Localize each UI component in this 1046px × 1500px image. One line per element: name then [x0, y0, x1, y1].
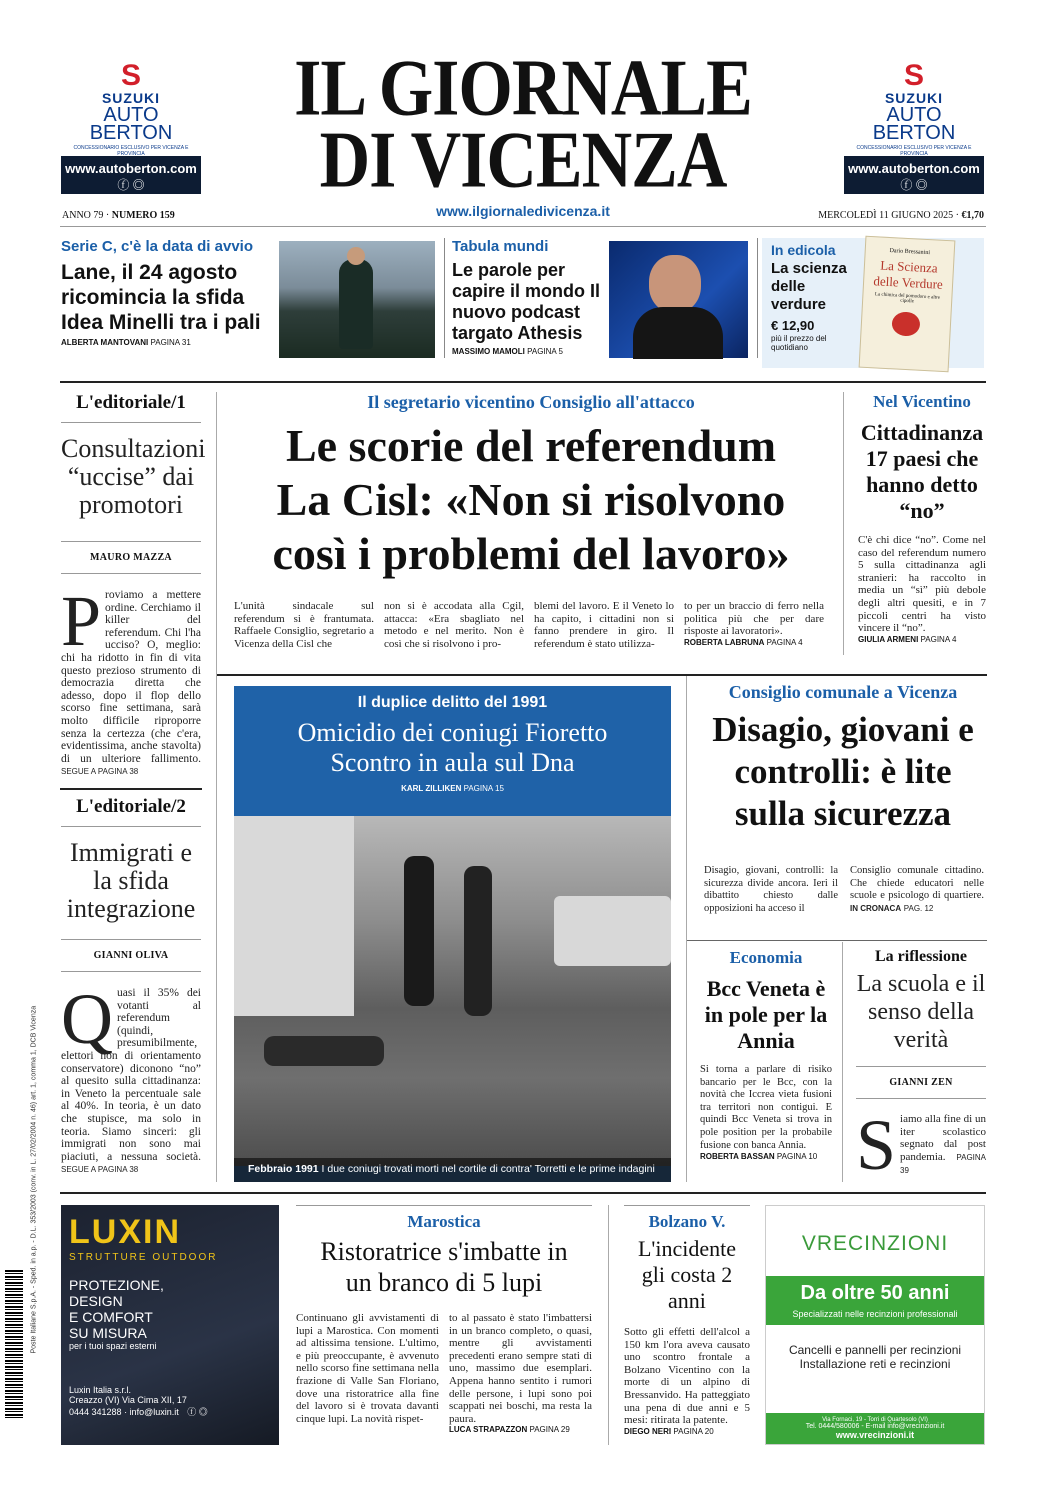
social-icons: ⓕ ◎ — [117, 178, 145, 192]
teaser-kicker: Serie C, c'è la data di avvio — [61, 238, 253, 255]
tomato-icon — [891, 311, 920, 336]
omicidio-kicker: Il duplice delitto del 1991 — [357, 694, 548, 711]
ad-name1: AUTO — [103, 104, 159, 126]
teaser-byline — [452, 347, 607, 356]
marostica-title: Ristoratrice s'imbatte in un branco di 5 lupi — [320, 1237, 568, 1297]
editoriale-body: uasi il 35% dei votanti al referendum (quindi, presumibilmente, elettori non di orientamento conservatore) diconono “no” al quesito sulla cittadinanza: in Veneto la percentuale sale al 40%. In teoria, è un dato che stupisce, ma solo in teoria. Siamo sinceri: gli immigrati non sono mai piaciuti, a nessuna società. — [61, 987, 201, 1163]
teaser-tabula-mundi[interactable] — [452, 238, 607, 356]
issue-date-text: MERCOLEDÌ 11 GIUGNO 2025 — [818, 210, 954, 221]
caption-text: I due coniugi trovati morti nel cortile di contra' Torretti e le prime indagini — [321, 1163, 655, 1175]
editoriale-1[interactable] — [61, 392, 206, 779]
consiglio-ref: IN CRONACA — [850, 903, 902, 913]
teaser-in-edicola[interactable] — [762, 238, 984, 368]
main-headline-1: Le scorie del referendum — [285, 420, 777, 471]
goalkeeper-photo — [279, 241, 435, 358]
dropcap: S — [856, 1105, 897, 1185]
issue-info: ANNO 79 · NUMERO 159 — [62, 210, 175, 221]
main-col-4: to per un braccio di ferro nella politica più che per dare risposte ai lavoratori». — [684, 600, 824, 638]
omicidio-byline — [234, 784, 671, 793]
issue-numero: NUMERO 159 — [111, 210, 175, 221]
luxin-sub: STRUTTURE OUTDOOR — [69, 1252, 218, 1263]
social-icons: ⓕ ◎ — [900, 178, 928, 192]
economia-title: Bcc Veneta è in pole per la Annia — [704, 976, 828, 1053]
riflessione-title: La scuola e il senso della verità — [856, 971, 986, 1053]
crime-scene-photo — [234, 816, 671, 1166]
economia-kicker: Economia — [729, 948, 803, 967]
economia-page: PAGINA 10 — [776, 1152, 818, 1162]
issue-date: MERCOLEDÌ 11 GIUGNO 2025 · €1,70 — [818, 210, 984, 221]
luxin-line5: per i tuoi spazi esterni — [69, 1341, 157, 1351]
teaser-page: PAGINA 5 — [527, 347, 563, 356]
riflessione-body: iamo alla fine di un iter scolastico segnato dal post pandemia. — [900, 1113, 986, 1163]
omicidio-headline-2: Scontro in aula sul Dna — [330, 748, 575, 777]
consiglio-col-1: Disagio, giovani, controlli: la sicurezza divide ancora. Ieri il dibattito chiesto dalle opposizioni ha acceso il — [704, 865, 838, 914]
vrecinzioni-line1: Da oltre 50 anni — [800, 1282, 950, 1304]
bolzano-title: L'incidente gli costa 2 anni — [637, 1236, 737, 1313]
masthead-line2: DI VICENZA — [319, 116, 727, 205]
book-cover — [859, 236, 956, 373]
vicentino-title: Cittadinanza 17 paesi che hanno detto “no” — [860, 420, 984, 523]
ad-autoberton-left[interactable] — [61, 56, 201, 194]
consiglio-col-2: Consiglio comunale cittadino. Che chiede educatori nelle scuole e psicologo di quartiere. — [850, 865, 984, 902]
editoriale-author: MAURO MAZZA — [90, 552, 172, 563]
main-col-3: blemi del lavoro. E il Veneto lo ha capito, i cittadini non si fanno prendere in giro. Il referendum è stato utilizza- — [534, 600, 674, 650]
ad-name2: BERTON — [89, 122, 173, 144]
vicentino-page: PAGINA 4 — [920, 634, 957, 644]
luxin-line4: SU MISURA — [69, 1325, 147, 1341]
teaser-author: MASSIMO MAMOLI — [452, 347, 525, 356]
luxin-line1: PROTEZIONE, — [69, 1277, 164, 1293]
story-riflessione[interactable] — [856, 948, 986, 1185]
main-author: ROBERTA LABRUNA — [684, 637, 765, 647]
masthead-url[interactable]: www.ilgiornaledivicenza.it — [436, 203, 610, 219]
story-vicentino[interactable] — [858, 392, 986, 644]
vicentino-author: GIULIA ARMENI — [858, 634, 919, 644]
barcode-icon — [5, 1270, 23, 1420]
ad-autoberton-right[interactable] — [844, 56, 984, 194]
ad-concession: CONCESSIONARIO ESCLUSIVO PER VICENZA E PROVINCIA — [856, 145, 972, 157]
book-author: Dario Bressanini — [889, 248, 931, 257]
editoriale-label: L'editoriale/2 — [76, 796, 186, 817]
story-marostica[interactable] — [296, 1205, 592, 1434]
bolzano-author: DIEGO NERI — [624, 1426, 672, 1436]
editoriale-more[interactable]: SEGUE A PAGINA 38 — [61, 1165, 139, 1175]
ad-vrecinzioni[interactable] — [765, 1205, 985, 1445]
masthead-line1: IL GIORNALE — [294, 44, 752, 133]
main-kicker: Il segretario vicentino Consiglio all'attacco — [367, 392, 695, 412]
suzuki-logo-icon: S — [903, 59, 924, 92]
story-consiglio[interactable] — [700, 682, 986, 835]
vrecinzioni-line4: Installazione reti e recinzioni — [799, 1357, 951, 1371]
caption-bold: Febbraio 1991 — [248, 1163, 319, 1175]
bolzano-text: Sotto gli effetti dell'alcol a 150 km l'ora aveva causato uno scontro frontale a Bolzano Vicentino con la morte di un alpino di Bressanvido. Ha patteggiato una pena di due anni e 5 mesi: ritirata la patente. — [624, 1326, 750, 1427]
issue-price: €1,70 — [961, 210, 984, 221]
omicidio-feature[interactable] — [234, 686, 671, 1182]
teaser-title: Lane, il 24 agosto ricomincia la sfida Idea Minelli tra i pali — [61, 261, 261, 334]
economia-author: ROBERTA BASSAN — [700, 1152, 775, 1162]
main-page: PAGINA 4 — [766, 637, 803, 647]
marostica-col-2: to al passato è stato l'imbattersi in un branco completo, o quasi, mentre gli avvistamenti precedenti erano sempre stati di uno, massimo due esemplari. Appena hanno sentito i rumori delle persone, i lupi sono poi scappati nei boschi, ma resta la paura. — [449, 1312, 592, 1425]
vrecinzioni-logo: VRECINZIONI — [801, 1232, 949, 1255]
teaser-kicker: In edicola — [771, 242, 836, 258]
omicidio-page: PAGINA 15 — [463, 784, 504, 793]
consiglio-kicker: Consiglio comunale a Vicenza — [728, 682, 958, 702]
riflessione-author: GIANNI ZEN — [889, 1077, 953, 1088]
marostica-author: LUCA STRAPAZZON — [449, 1425, 528, 1435]
main-col-1: L'unità sindacale sul referendum si è frantumata. Raffaele Consiglio, segretario a Vicenza della Cisl che — [234, 600, 374, 650]
luxin-mail: info@luxin.it — [129, 1407, 179, 1417]
dropcap: P — [61, 581, 102, 661]
vicentino-kicker: Nel Vicentino — [873, 392, 971, 411]
editoriale-title: Consultazioni “uccise” dai promotori — [61, 434, 206, 519]
editoriale-text — [61, 979, 201, 1177]
teaser-title: La scienza delle verdure — [771, 260, 847, 313]
teaser-note: più il prezzo del quotidiano — [771, 334, 827, 352]
teaser-title: Le parole per capire il mondo Il nuovo podcast targato Athesis — [452, 260, 601, 343]
main-story[interactable] — [228, 392, 834, 581]
editoriale-text — [61, 581, 201, 779]
editoriale-author: GIANNI OLIVA — [93, 950, 169, 961]
teaser-kicker: Tabula mundi — [452, 238, 549, 255]
luxin-phone: 0444 341288 — [69, 1407, 122, 1417]
dropcap: Q — [61, 979, 113, 1059]
editoriale-title: Immigrati e la sfida integrazione — [66, 838, 196, 923]
book-subtitle: La chimica del pomodoro e altre cipolle — [874, 292, 941, 305]
editoriale-body: roviamo a mettere ordine. Cerchiamo il killer del referendum. Chi l'ha ucciso? O, meglio: chi ha ridotto in fin di vita questo prezioso strumento di democrazia diretta che adesso, dopo il flop dello scorso fine settimana, sarà molto difficile riproporre senza la certezza (che c'era, evidentissima, anche stavolta) di un ulteriore fallimento. — [61, 589, 201, 765]
ad-concession: CONCESSIONARIO ESCLUSIVO PER VICENZA E PROVINCIA — [73, 145, 189, 157]
teaser-price: € 12,90 — [771, 318, 815, 333]
podcast-host-photo — [609, 241, 748, 358]
luxin-line2: DESIGN — [69, 1293, 123, 1309]
luxin-line3: E COMFORT — [69, 1309, 153, 1325]
luxin-logo: LUXIN — [69, 1213, 181, 1251]
teaser-author: ALBERTA MANTOVANI — [61, 338, 149, 347]
marostica-columns — [296, 1312, 592, 1434]
luxin-company: Luxin Italia s.r.l. — [69, 1385, 132, 1395]
consiglio-title: Disagio, giovani e controlli: è lite sulla sicurezza — [712, 710, 974, 833]
main-headline-2: La Cisl: «Non si risolvono — [276, 474, 786, 525]
economia-text: Si torna a parlare di risiko bancario per le Bcc, con la novità che Iccrea vieta fusioni tra territori non contigui. E quindi Bcc Veneta si trova in pole position per la probabile fusione con banca Annia. — [700, 1064, 832, 1151]
vicentino-text: C'è chi dice “no”. Come nel caso del referendum numero 5 sulla cittadinanza agli stranieri: ha raccolto in media un “sì” più debole degli altri quesiti, e in 7 piccoli centri ha visto vincere il “no”. — [858, 534, 986, 635]
editoriale-2[interactable] — [61, 796, 201, 1177]
editoriale-more[interactable]: SEGUE A PAGINA 38 — [61, 767, 139, 777]
story-economia[interactable] — [700, 948, 832, 1161]
vrecinzioni-tel: Tel. 0444/580006 - E-mail info@vrecinzioni.it — [805, 1423, 945, 1430]
masthead — [250, 44, 796, 205]
social-icons: ⓕ ◎ — [187, 1407, 208, 1417]
vrecinzioni-line3: Cancelli e pannelli per recinzioni — [788, 1343, 962, 1357]
omicidio-caption — [234, 1158, 671, 1182]
riflessione-kicker: La riflessione — [875, 948, 967, 965]
editoriale-label: L'editoriale/1 — [76, 392, 186, 413]
teaser-serie-c[interactable] — [61, 238, 271, 347]
ad-brand: SUZUKI — [101, 90, 161, 106]
book-title2: delle Verdure — [873, 273, 944, 292]
luxin-addr: Creazzo (VI) Via Cima XII, 17 — [69, 1395, 187, 1405]
teaser-byline — [61, 338, 271, 347]
riflessione-text — [856, 1105, 986, 1185]
ad-brand: SUZUKI — [884, 90, 944, 106]
marostica-col-1: Continuano gli avvistamenti di lupi a Marostica. Con momenti ad altissima tensione. L'ultimo, e più preoccupante, è avvenuto nello scorso fine settimana nella frazione di Valle San Floriano, dove una ristoratrice alla fine del lavoro si è trovata davanti cinque lupi. La novità rispet- — [296, 1312, 439, 1425]
story-bolzano[interactable] — [624, 1205, 750, 1436]
consiglio-columns — [704, 865, 986, 915]
vrecinzioni-line2: Specializzati nelle recinzioni professionali — [792, 1309, 958, 1319]
riflessione-page: PAGINA 39 — [900, 1152, 986, 1176]
suzuki-logo-icon: S — [120, 59, 141, 92]
marostica-page: PAGINA 29 — [529, 1425, 570, 1435]
ad-name2: BERTON — [872, 122, 956, 144]
vrecinzioni-url: www.vrecinzioni.it — [835, 1430, 915, 1440]
main-headline-3: così i problemi del lavoro» — [272, 528, 790, 579]
marostica-kicker: Marostica — [407, 1212, 481, 1231]
luxin-contacts: 0444 341288 · info@luxin.it ⓕ ◎ — [69, 1407, 208, 1417]
ad-url: www.autoberton.com — [65, 161, 197, 176]
issue-anno: ANNO 79 — [62, 210, 104, 221]
bolzano-kicker: Bolzano V. — [648, 1212, 726, 1231]
vrecinzioni-addr: Via Fornaci, 19 - Torri di Quartesolo (VI) — [822, 1417, 928, 1423]
main-col-2: non si è accodata alla Cgil, attacca: «Era sbagliato nel metodo e nel merito. Non è così che si risolvono i pro- — [384, 600, 524, 650]
postal-notice: Poste Italiane S.p.A. - Sped. in a.p. - D.L. 353/2003 (conv. in L. 27/02/2004 n. 46) art. 1, comma 1, DCB Vicenza — [30, 1005, 38, 1354]
book-title1: La Scienza — [879, 257, 939, 276]
omicidio-author: KARL ZILLIKEN — [401, 784, 462, 793]
omicidio-headline-1: Omicidio dei coniugi Fioretto — [297, 718, 608, 747]
bolzano-page: PAGINA 20 — [673, 1426, 714, 1436]
ad-url: www.autoberton.com — [848, 161, 980, 176]
consiglio-page: PAG. 12 — [903, 903, 934, 913]
ad-name1: AUTO — [886, 104, 942, 126]
main-columns — [234, 600, 828, 650]
ad-luxin[interactable] — [61, 1205, 279, 1445]
teaser-page: PAGINA 31 — [150, 338, 191, 347]
